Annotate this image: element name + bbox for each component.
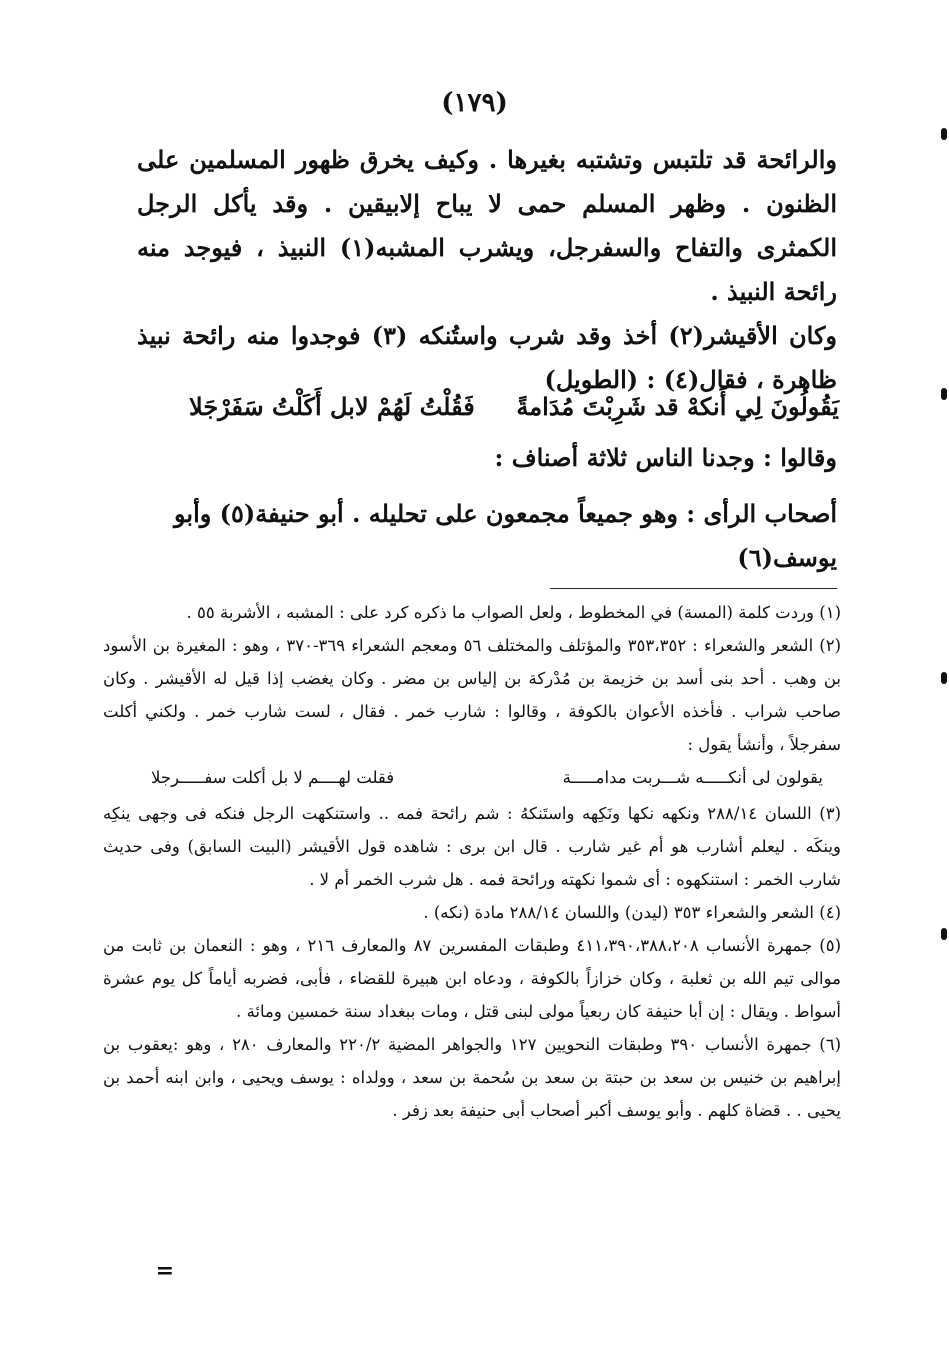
binding-mark: [941, 928, 947, 940]
footnote-divider: [550, 588, 837, 589]
main-text-continued: [137, 436, 837, 580]
binding-mark: [941, 388, 947, 400]
footnote-verse-first: يقولون لى أنكـــــه شـــربت مدامـــــة: [562, 768, 823, 787]
footnote-2-verse: [103, 761, 841, 797]
main-paragraph-2: وكان الأقيشر(٢) أخذ وقد شرب واستُنكه (٣) فوجدوا منه رائحة نبيذ ظاهرة ، فقال(٤) : (الطويل): [137, 321, 837, 394]
footnote-5: (٥) جمهرة الأنساب ٤١١،٣٩٠،٣٨٨،٢٠٨ وطبقات المفسرين ٨٧ والمعارف ٢١٦ ، وهو : النعمان بن ثابت من موالى تيم الله بن ثعلبة ، وكان خزازاً بالكوفة ، ودعاه ابن هبيرة للقضاء ، فأبى، فضربه أياماً كل يوم عشرة أسواط . ويقال : إن أبا حنيفة كان ربعياً مولى لبنى قتل ، ومات ببغداد سنة خمسين ومائة .: [103, 936, 841, 1021]
footnote-verse-second: فقلت لهــــم لا بل أكلت سفـــــرجلا: [151, 768, 395, 787]
main-text: [137, 138, 837, 402]
verse-second-hemistich: فَقُلْتُ لَهُمْ لابل أَكَلْتُ سَفَرْجَلا: [189, 392, 475, 421]
footnote-4: (٤) الشعر والشعراء ٣٥٣ (ليدن) واللسان ٢٨٨/١٤ مادة (نكه) .: [423, 903, 841, 922]
footnote-6: (٦) جمهرة الأنساب ٣٩٠ وطبقات النحويين ١٢٧ والجواهر المضية ٢٢٠/٢ والمعارف ٢٨٠ ، وهو :يعقوب بن إبراهيم بن خنيس بن سعد بن حبتة بن سعد بن سُحمة بن سعد ، وولداه : يوسف ويحيى ، وابن ابنه أحمد بن يحيى . . قضاة كلهم . وأبو يوسف أكبر أصحاب أبى حنيفة بعد زفر .: [103, 1035, 841, 1120]
poem-verse: [189, 392, 839, 436]
after-verse-line-2: أصحاب الرأى : وهو جميعاً مجمعون على تحليله . أبو حنيفة(٥) وأبو يوسف(٦): [173, 499, 837, 572]
footnote-1: (١) وردت كلمة (المسة) في المخطوط ، ولعل الصواب ما ذكره كرد على : المشبه ، الأشربة ٥٥ .: [186, 603, 841, 622]
footnote-3: (٣) اللسان ٢٨٨/١٤ ونكهه نكها ونَكِهه واستَنكهُ : شم رائحة فمه .. واستنكهت الرجل فنكه فى وجهى ينكِه وينكَه . ليعلم أشارب هو أم غير شارب . قال ابن برى : شاهده قول الأقيشر (البيت السابق) وفى حديث شارب الخمر : استنكهوه : أى شموا نكهته ورائحة فمه . هل شرب الخمر أم لا .: [103, 804, 841, 889]
footnotes: [103, 596, 841, 1127]
binding-mark: [941, 672, 947, 684]
verse-first-hemistich: يَقُولُونَ لِي أَنكهْ قد شَرِبْتَ مُدَامةً: [516, 392, 839, 421]
main-paragraph-1: والرائحة قد تلتبس وتشتبه بغيرها . وكيف يخرق ظهور المسلمين على الظنون . وظهر المسلم حمى لا يباح إلابيقين . وقد يأكل الرجل الكمثرى والتفاح والسفرجل، ويشرب المشبه(١) النبيذ ، فيوجد منه رائحة النبيذ .: [137, 145, 837, 306]
end-mark: =: [155, 1258, 174, 1284]
after-verse-line-1: وقالوا : وجدنا الناس ثلاثة أصناف :: [494, 443, 837, 472]
page-number: (١٧٩): [441, 88, 508, 118]
binding-mark: [941, 128, 947, 140]
footnote-2: (٢) الشعر والشعراء : ٣٥٣،٣٥٢ والمؤتلف والمختلف ٥٦ ومعجم الشعراء ٣٦٩-٣٧٠ ، وهو : المغيرة بن الأسود بن وهب . أحد بنى أسد بن خزيمة بن مُدْركة بن إلياس بن مضر . وكان يغضب إذا قيل له الأقيشر . وكان صاحب شراب . فأخذه الأعوان بالكوفة ، وقالوا : شارب خمر . فقال ، لست شارب خمر . ولكني أكلت سفرجلاً ، وأنشأ يقول :: [103, 636, 841, 754]
